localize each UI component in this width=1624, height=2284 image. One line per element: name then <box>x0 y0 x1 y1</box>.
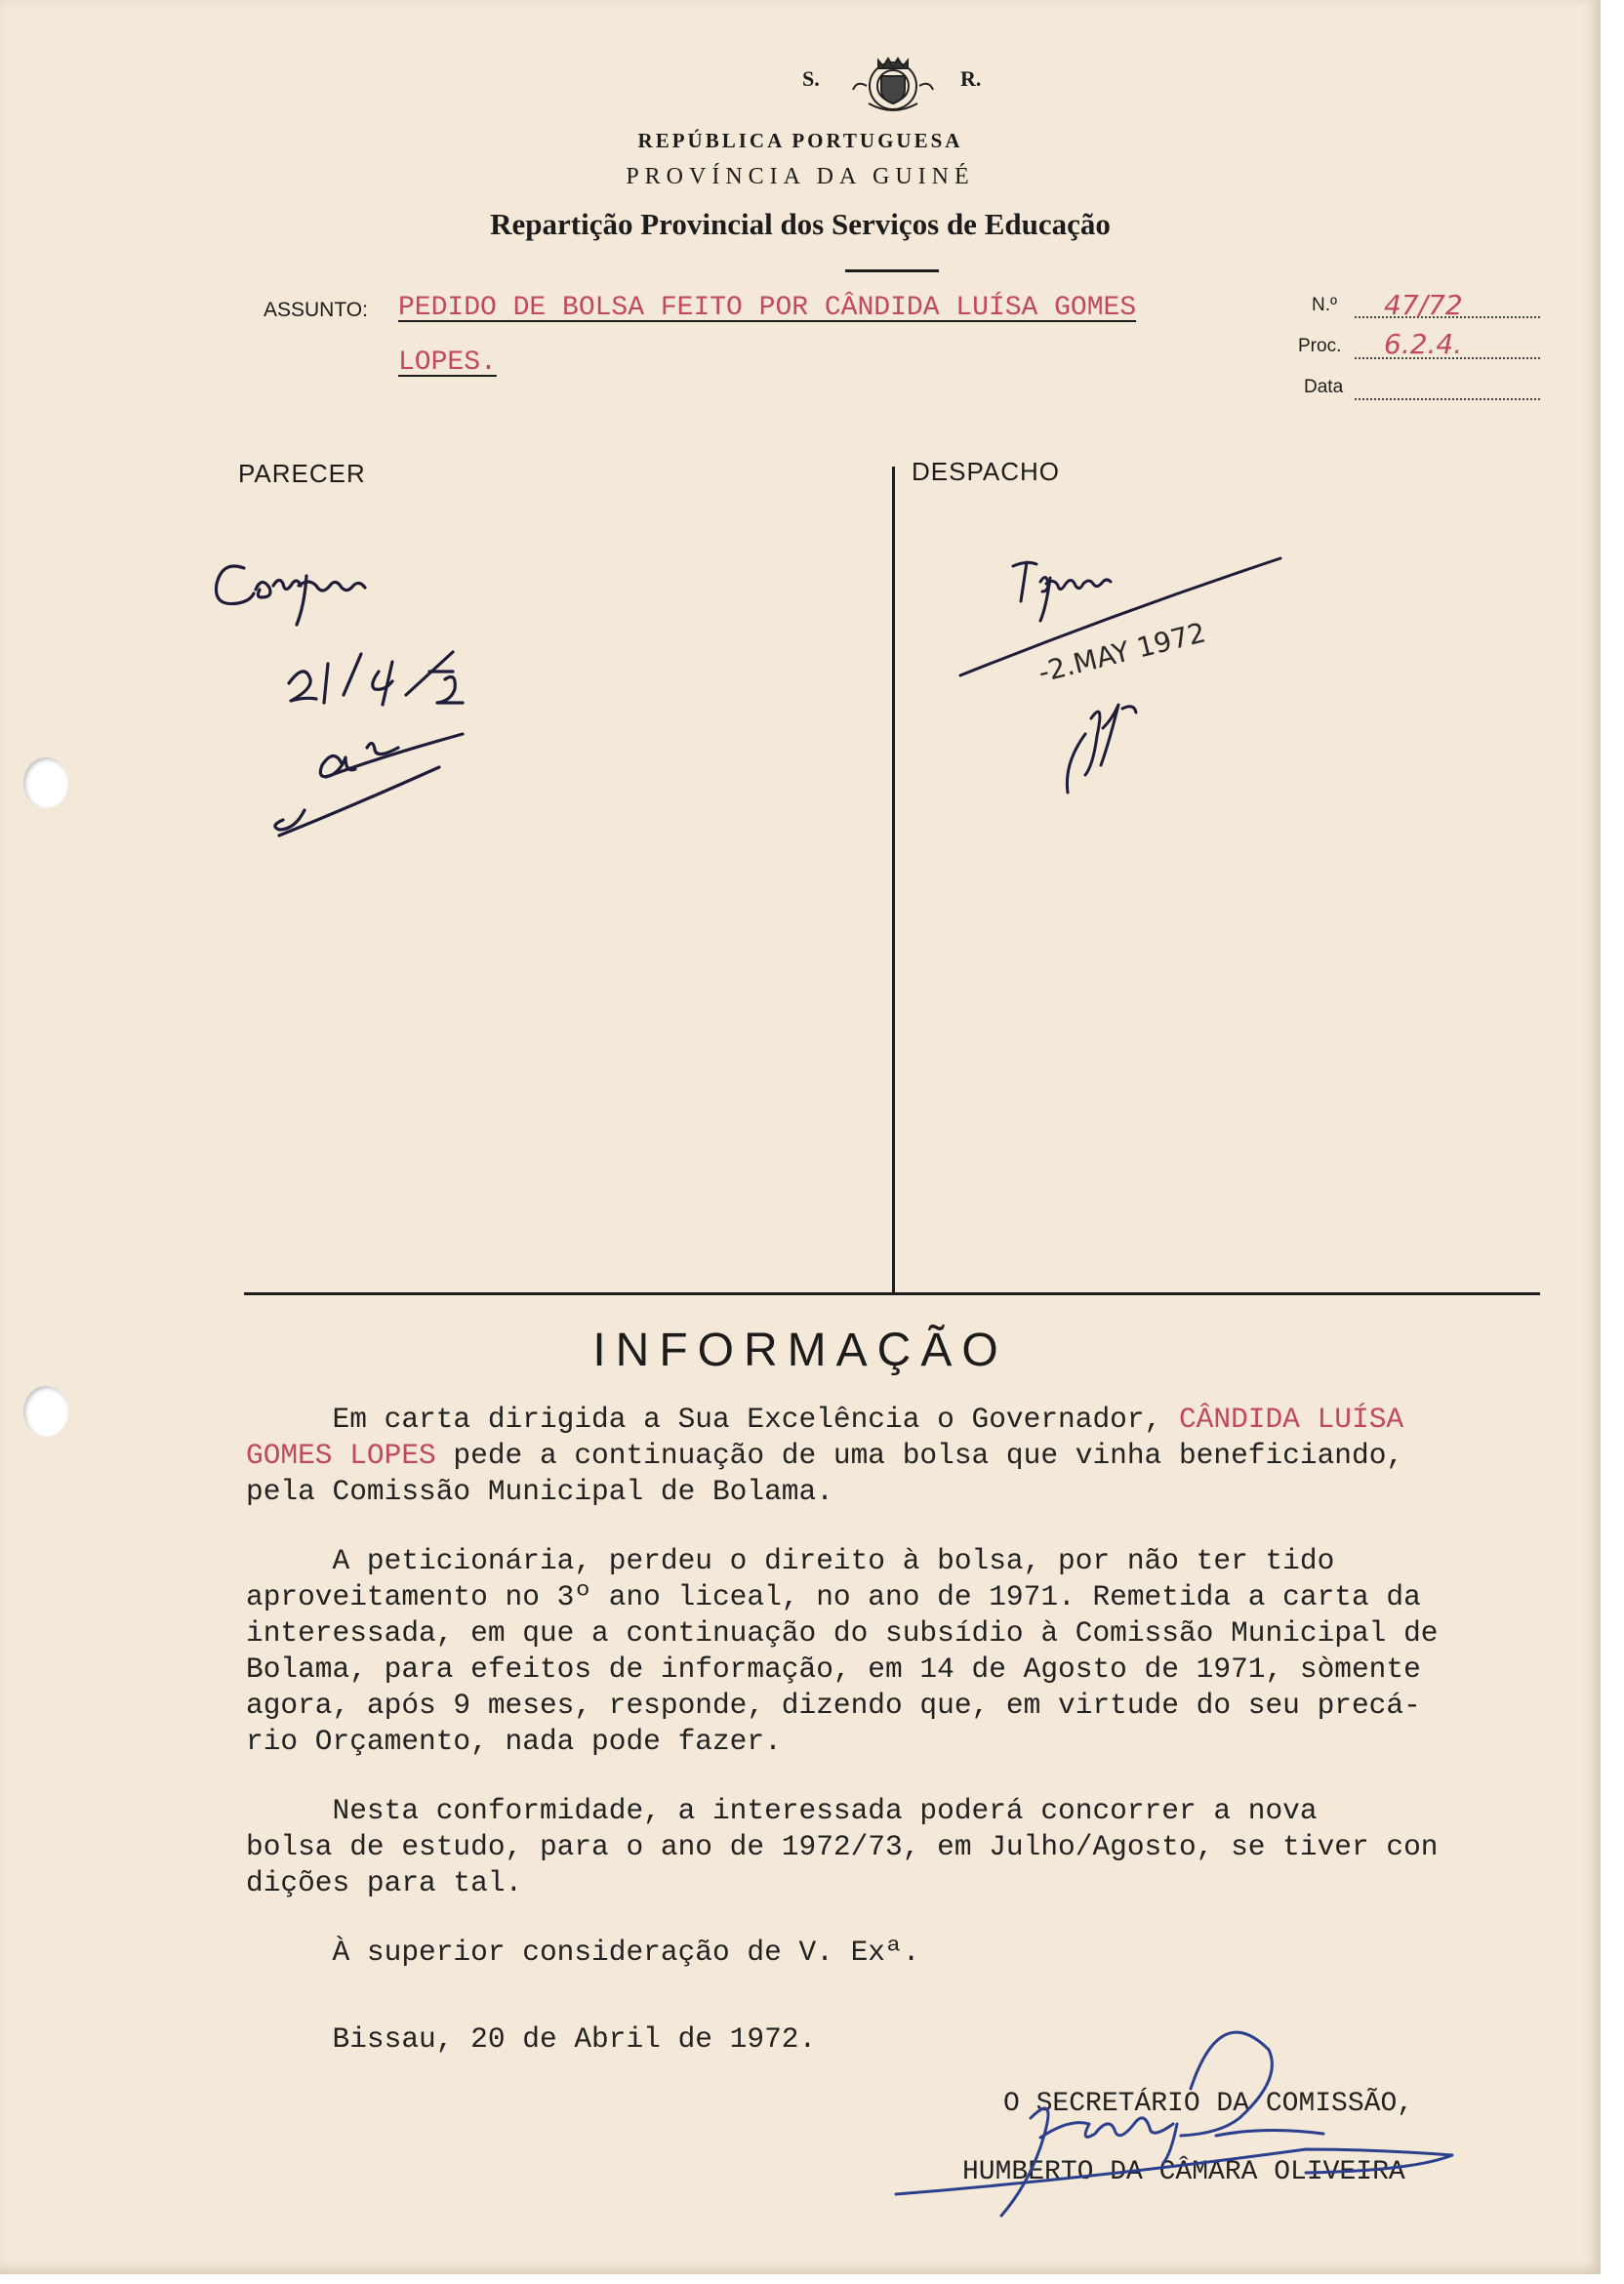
received-date-stamp: -2.MAY 1972 <box>1035 616 1209 689</box>
signatory-name: HUMBERTO DA CÂMARA OLIVEIRA <box>962 2157 1405 2187</box>
r-label: R. <box>960 66 982 91</box>
p2-line: interessada, em que a continuação do subsídio à Comissão Municipal de <box>246 1616 1439 1650</box>
section-divider <box>244 1292 1540 1295</box>
number-label: N.º <box>1312 295 1337 315</box>
coat-of-arms-icon <box>849 47 937 119</box>
place-date: Bissau, 20 de Abril de 1972. <box>246 2022 817 2056</box>
p1-line2-name: GOMES LOPES <box>246 1439 436 1472</box>
proc-label: Proc. <box>1298 336 1342 356</box>
p3-line: dições para tal. <box>246 1866 523 1899</box>
republic-heading: REPÚBLICA PORTUGUESA <box>637 129 963 152</box>
despacho-label: DESPACHO <box>912 457 1060 486</box>
p1-line1-name: CÂNDIDA LUÍSA <box>1178 1403 1404 1436</box>
header-divider <box>845 269 939 272</box>
punch-hole-bottom <box>23 1386 68 1437</box>
p1-line1-text: Em carta dirigida a Sua Excelência o Governador, <box>246 1403 1179 1436</box>
department-heading: Repartição Provincial dos Serviços de Educação <box>490 207 1111 241</box>
s-label: S. <box>802 66 820 91</box>
date-dotted-line <box>1355 398 1540 400</box>
date-label: Data <box>1304 377 1344 397</box>
subject-label: ASSUNTO: <box>264 299 368 321</box>
parecer-label: PARECER <box>238 459 366 488</box>
p2-line: rio Orçamento, nada pode fazer. <box>246 1725 782 1758</box>
proc-value: 6.2.4. <box>1384 328 1463 360</box>
paragraph-2 <box>246 1543 1573 1760</box>
p1-line2-text: pede a continuação de uma bolsa que vinha beneficiando, <box>435 1439 1404 1472</box>
punch-hole-top <box>23 757 68 808</box>
p2-line: agora, após 9 meses, responde, dizendo que, em virtude do seu precá- <box>246 1689 1421 1722</box>
paragraph-4: À superior consideração de V. Exª. <box>246 1936 920 1969</box>
subject-line-2: LOPES. <box>398 347 497 378</box>
informacao-title: INFORMAÇÃO <box>592 1325 1008 1376</box>
subject-line-1: PEDIDO DE BOLSA FEITO POR CÂNDIDA LUÍSA GOMES <box>398 293 1137 323</box>
paragraph-1 <box>246 1402 1573 1510</box>
province-heading: PROVÍNCIA DA GUINÉ <box>626 164 975 189</box>
p3-line: bolsa de estudo, para o ano de 1972/73, em Julho/Agosto, se tiver con <box>246 1830 1439 1863</box>
p1-line3-text: pela Comissão Municipal de Bolama. <box>246 1475 833 1508</box>
parecer-handwritten-note <box>205 547 498 859</box>
despacho-handwritten-note <box>956 543 1308 806</box>
paragraph-3 <box>246 1793 1573 1901</box>
blue-signature <box>894 2030 1538 2216</box>
p2-line: aproveitamento no 3º ano liceal, no ano de 1971. Remetida a carta da <box>246 1580 1421 1613</box>
p2-line: A peticionária, perdeu o direito à bolsa, por não ter tido <box>246 1544 1335 1577</box>
column-divider <box>892 467 895 1292</box>
p2-line: Bolama, para efeitos de informação, em 14 de Agosto de 1971, sòmente <box>246 1652 1421 1686</box>
informacao-body <box>246 1402 1573 2091</box>
signatory-role: O SECRETÁRIO DA COMISSÃO, <box>1003 2089 1414 2119</box>
p3-line: Nesta conformidade, a interessada poderá concorrer a nova <box>246 1794 1318 1827</box>
number-value: 47/72 <box>1384 289 1463 321</box>
